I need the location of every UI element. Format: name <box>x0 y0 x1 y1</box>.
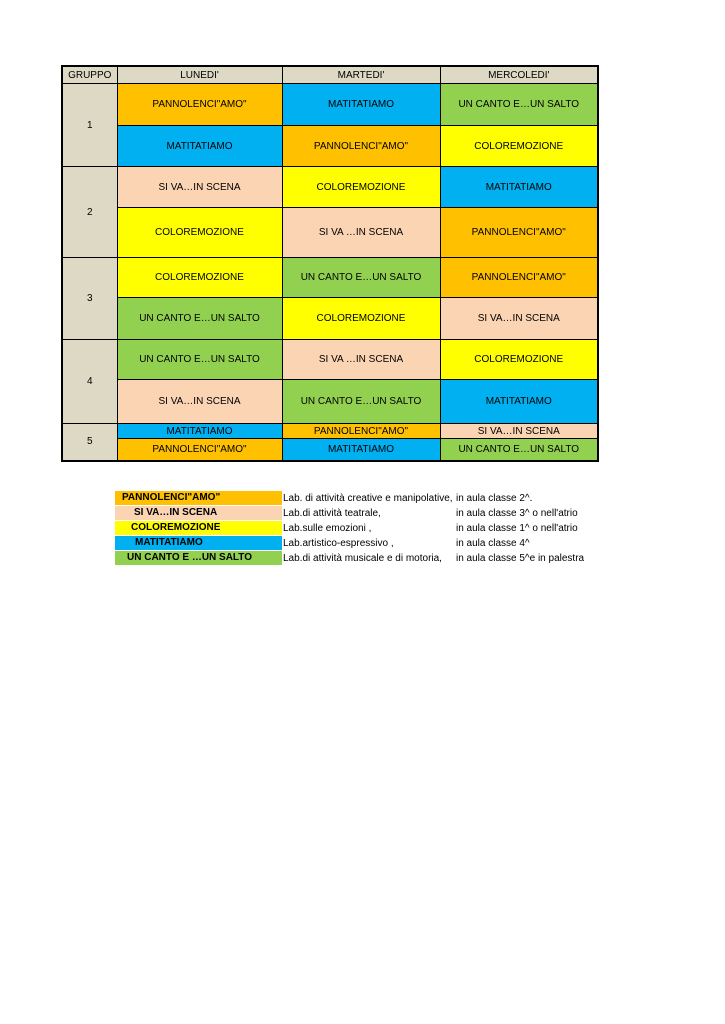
activity-cell: MATITATIAMO <box>440 380 598 424</box>
table-row <box>62 167 598 208</box>
group-label: 3 <box>62 258 117 340</box>
activity-cell: MATITATIAMO <box>440 167 598 208</box>
header-martedi: MARTEDI' <box>282 66 440 84</box>
legend-location: in aula classe 5^e in palestra <box>456 553 585 564</box>
activity-cell: COLOREMOZIONE <box>282 167 440 208</box>
legend-location: in aula classe 2^. <box>456 493 533 504</box>
activity-cell: PANNOLENCI"AMO" <box>440 258 598 298</box>
table-row <box>62 126 598 167</box>
header-mercoledi: MERCOLEDI' <box>440 66 598 84</box>
group-label: 5 <box>62 424 117 461</box>
legend-location: in aula classe 4^ <box>456 538 530 549</box>
legend-description: Lab. di attività creative e manipolative, <box>283 493 453 504</box>
schedule-table <box>61 65 599 462</box>
activity-cell: UN CANTO E…UN SALTO <box>440 439 598 461</box>
group-label: 2 <box>62 167 117 258</box>
activity-cell: PANNOLENCI"AMO" <box>117 439 282 461</box>
activity-cell: SI VA…IN SCENA <box>117 380 282 424</box>
activity-cell: MATITATIAMO <box>117 424 282 439</box>
activity-cell: COLOREMOZIONE <box>117 208 282 258</box>
table-row <box>62 424 598 439</box>
activity-cell: UN CANTO E…UN SALTO <box>282 380 440 424</box>
legend-name: SI VA…IN SCENA <box>115 506 282 520</box>
activity-cell: SI VA …IN SCENA <box>282 208 440 258</box>
activity-cell: PANNOLENCI"AMO" <box>282 424 440 439</box>
header-row <box>62 66 598 84</box>
activity-cell: SI VA…IN SCENA <box>117 167 282 208</box>
activity-cell: COLOREMOZIONE <box>440 126 598 167</box>
legend-description: Lab.sulle emozioni , <box>283 523 372 534</box>
activity-cell: MATITATIAMO <box>117 126 282 167</box>
table-row <box>62 208 598 258</box>
legend-name: PANNOLENCI"AMO" <box>115 491 282 505</box>
activity-cell: COLOREMOZIONE <box>117 258 282 298</box>
activity-cell: UN CANTO E…UN SALTO <box>282 258 440 298</box>
activity-cell: MATITATIAMO <box>282 439 440 461</box>
activity-cell: PANNOLENCI"AMO" <box>117 84 282 126</box>
legend-name: MATITATIAMO <box>115 536 282 550</box>
group-label: 1 <box>62 84 117 167</box>
activity-cell: COLOREMOZIONE <box>282 298 440 340</box>
table-row <box>62 84 598 126</box>
activity-cell: UN CANTO E…UN SALTO <box>440 84 598 126</box>
header-gruppo: GRUPPO <box>62 66 117 84</box>
header-lunedi: LUNEDI' <box>117 66 282 84</box>
table-row <box>62 298 598 340</box>
activity-cell: SI VA…IN SCENA <box>440 424 598 439</box>
legend-location: in aula classe 3^ o nell'atrio <box>456 508 578 519</box>
table-row <box>62 340 598 380</box>
legend-description: Lab.di attività musicale e di motoria, <box>283 553 442 564</box>
activity-cell: SI VA…IN SCENA <box>440 298 598 340</box>
legend-location: in aula classe 1^ o nell'atrio <box>456 523 578 534</box>
activity-cell: MATITATIAMO <box>282 84 440 126</box>
legend-description: Lab.di attività teatrale, <box>283 508 381 519</box>
activity-cell: PANNOLENCI"AMO" <box>282 126 440 167</box>
activity-cell: UN CANTO E…UN SALTO <box>117 340 282 380</box>
table-row <box>62 380 598 424</box>
activity-cell: SI VA …IN SCENA <box>282 340 440 380</box>
legend-description: Lab.artistico-espressivo , <box>283 538 394 549</box>
table-row <box>62 439 598 461</box>
legend-name: COLOREMOZIONE <box>115 521 282 535</box>
activity-cell: PANNOLENCI"AMO" <box>440 208 598 258</box>
activity-cell: COLOREMOZIONE <box>440 340 598 380</box>
group-label: 4 <box>62 340 117 424</box>
activity-cell: UN CANTO E…UN SALTO <box>117 298 282 340</box>
table-row <box>62 258 598 298</box>
legend-name: UN CANTO E …UN SALTO <box>115 551 282 565</box>
